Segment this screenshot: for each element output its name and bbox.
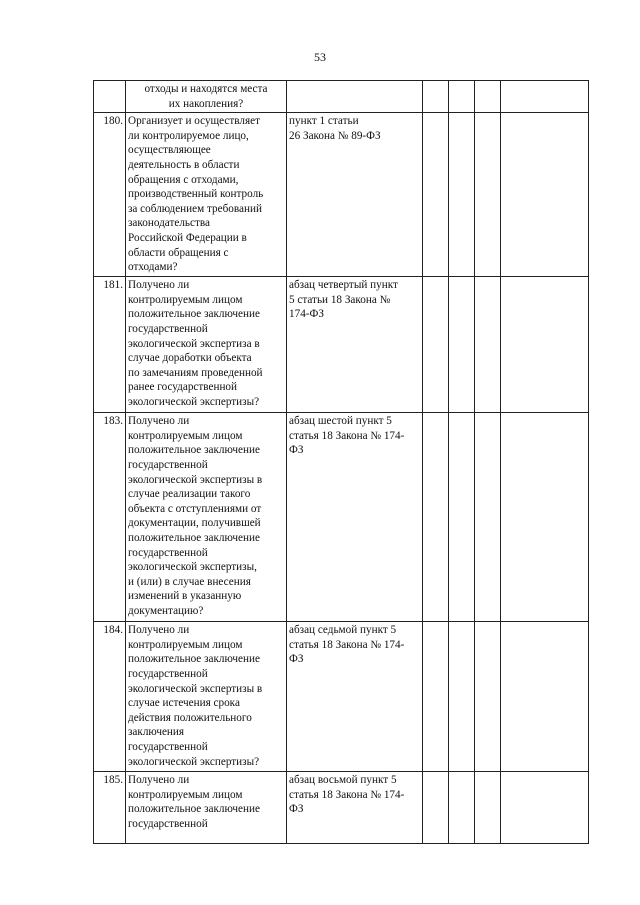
reference-text: пункт 1 статьи 26 Закона № 89-ФЗ [289,115,381,142]
question-cell [126,622,287,772]
answer-yes-cell [423,113,449,277]
answer-yes-cell [423,413,449,622]
row-number: 180. [94,113,126,277]
comment-cell [501,622,589,772]
question-cell [126,413,287,622]
answer-na-cell [475,81,501,113]
answer-no-cell [449,772,475,844]
row-number [94,81,126,113]
question-cell [126,113,287,277]
page-number: 53 [314,50,326,64]
answer-no-cell [449,413,475,622]
answer-yes-cell [423,772,449,844]
row-number: 181. [94,277,126,413]
answer-na-cell [475,622,501,772]
comment-cell [501,772,589,844]
row-number: 184. [94,622,126,772]
answer-yes-cell [423,81,449,113]
answer-na-cell [475,772,501,844]
reference-cell [287,622,423,772]
table-row [94,113,589,277]
answer-yes-cell [423,277,449,413]
question-text: отходы и находятся места их накопления? [144,83,268,110]
answer-no-cell [449,113,475,277]
comment-cell [501,81,589,113]
question-cell [126,277,287,413]
reference-text: абзац четвертый пункт 5 статьи 18 Закона № 174-ФЗ [289,279,398,321]
reference-cell [287,277,423,413]
answer-no-cell [449,277,475,413]
comment-cell [501,277,589,413]
reference-cell [287,81,423,113]
row-number: 183. [94,413,126,622]
answer-yes-cell [423,622,449,772]
comment-cell [501,413,589,622]
question-text: Получено ли контролируемым лицом положительное заключение государственной экологической экспертизы в случае реализации такого объекта с отступлениями от документации, получившей положительное заключение государственной экологической экспертизы, и (или) в случае внесения изменений в указанную документацию? [128,415,263,617]
table-row [94,772,589,844]
comment-cell [501,113,589,277]
question-text: Получено ли контролируемым лицом положительное заключение государственной [128,774,260,830]
table-row [94,413,589,622]
table-row [94,81,589,113]
reference-text: абзац шестой пункт 5 статья 18 Закона № 174- ФЗ [289,415,405,457]
reference-cell [287,413,423,622]
row-number: 185. [94,772,126,844]
question-cell [126,81,287,113]
question-text: Получено ли контролируемым лицом положительное заключение государственной экологической экспертиза в случае доработки объекта по замечаниям проведенной ранее государственной экологической экспертизы? [128,279,263,408]
answer-na-cell [475,113,501,277]
reference-cell [287,113,423,277]
reference-text: абзац восьмой пункт 5 статья 18 Закона № 174- ФЗ [289,774,405,816]
answer-no-cell [449,81,475,113]
reference-cell [287,772,423,844]
answer-na-cell [475,277,501,413]
answer-no-cell [449,622,475,772]
table-row [94,622,589,772]
question-cell [126,772,287,844]
checklist-table [93,80,589,844]
question-text: Получено ли контролируемым лицом положительное заключение государственной экологической экспертизы в случае истечения срока действия положительного заключения государственной экологической экспертизы? [128,624,263,768]
question-text: Организует и осуществляет ли контролируемое лицо, осуществляющее деятельность в области обращения с отходами, производственный контроль за соблюдением требований законодательства Российской Федерации в области обращения с отходами? [128,115,264,274]
reference-text: абзац седьмой пункт 5 статья 18 Закона № 174- ФЗ [289,624,405,666]
table-row [94,277,589,413]
answer-na-cell [475,413,501,622]
